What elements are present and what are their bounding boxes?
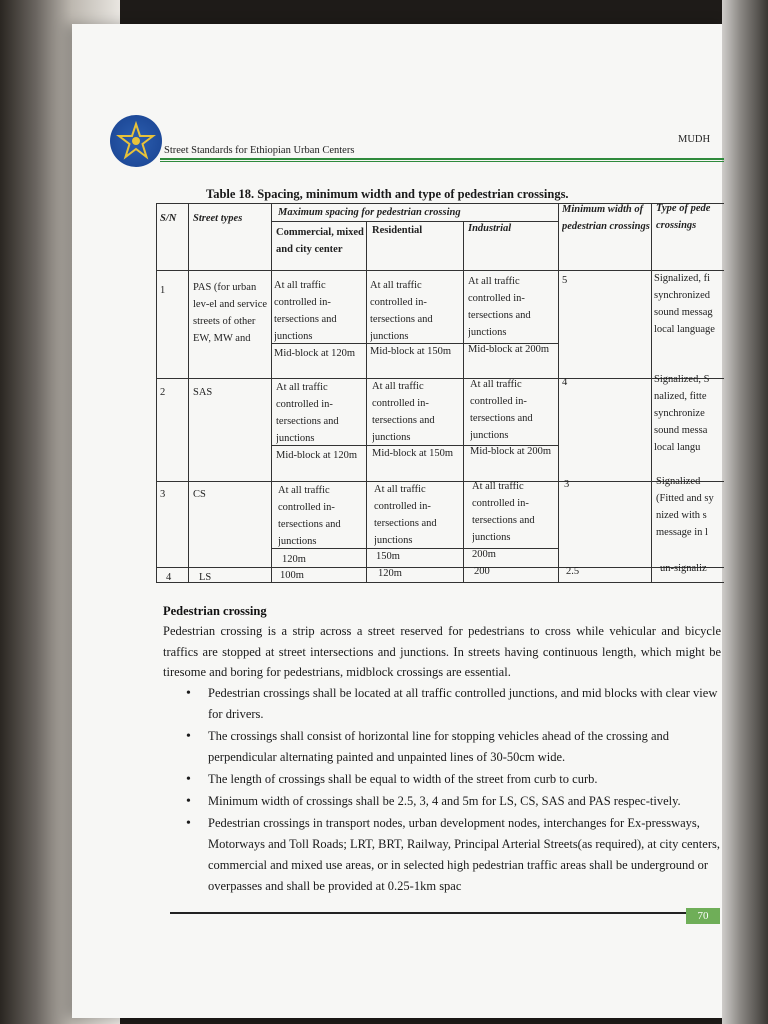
table-col-rule [366, 221, 367, 583]
row3-type: Signalized (Fitted and sy nized with s message in l [656, 476, 714, 538]
table-col-rule [271, 203, 272, 583]
header-rule-thin [160, 161, 724, 162]
ethiopian-emblem-icon [110, 115, 162, 167]
header-min-width: Minimum width of pedestrian crossings [562, 204, 650, 232]
row1-commercial-b: Mid-block at 120m [274, 348, 356, 359]
row1-industrial-a: At all traffic controlled in-tersections and junctions [468, 276, 531, 338]
header-street-types: Street types [193, 213, 243, 224]
row3-industrial-a: At all traffic controlled in-tersections and junctions [472, 481, 535, 543]
page-number: 70 [686, 908, 720, 924]
row1-residential-a: At all traffic controlled in-tersections and junctions [370, 280, 433, 342]
row4-commercial: 100m [280, 570, 304, 581]
row1-sn: 1 [160, 285, 166, 296]
list-item: • The crossings shall consist of horizontal line for stopping vehicles ahead of the crossing and perpendicular alternating painted and unpainted lines of 30-50cm wide. [186, 726, 722, 768]
row4-industrial: 200 [474, 566, 490, 577]
table-caption: Table 18. Spacing, minimum width and type of pedestrian crossings. [206, 187, 569, 201]
bullet-list [186, 683, 722, 898]
header-org: MUDH [678, 134, 711, 145]
row4-sn: 4 [166, 572, 172, 583]
header-industrial: Industrial [468, 223, 512, 234]
row3-width: 3 [564, 479, 570, 490]
header-rule [160, 158, 724, 160]
row3-sn: 3 [160, 489, 166, 500]
list-item: • Pedestrian crossings in transport nodes, urban development nodes, interchanges for Ex-pressways, Motorways and Toll Roads; LRT, BRT, Railway, Principal Arterial Streets(as required), at city centers, commercial and mixed use areas, or in selected high pedestrian traffic areas shall be underground or overpasses and shall be provided at 0.25-1km spac [186, 813, 722, 897]
section-heading: Pedestrian crossing [163, 604, 267, 618]
header-commercial: Commercial, mixed and city center [276, 227, 364, 255]
row4-type: un-signaliz [660, 563, 707, 574]
page-edge-shadow [722, 0, 768, 1024]
row4-street: LS [199, 572, 212, 583]
row2-commercial-b: Mid-block at 120m [276, 450, 358, 461]
row2-street: SAS [193, 387, 213, 398]
row4-width: 2.5 [566, 566, 580, 577]
row2-commercial-a: At all traffic controlled in-tersections and junctions [276, 382, 339, 444]
row4-residential: 120m [378, 568, 402, 579]
row2-residential-a: At all traffic controlled in-tersections and junctions [372, 381, 435, 443]
row1-width: 5 [562, 275, 568, 286]
row1-residential-b: Mid-block at 150m [370, 346, 452, 357]
section-paragraph: Pedestrian crossing is a strip across a street reserved for pedestrians to cross while vehicular and bicycle traffics are stopped at street intersections and junctions. In streets having continuous length, which might be tiresome and boring for pedestrians, midblock crossings are essential. [163, 624, 721, 679]
list-item: • Minimum width of crossings shall be 2.5, 3, 4 and 5m for LS, CS, SAS and PAS respec-tively. [186, 791, 722, 812]
row1-type: Signalized, fi synchronized sound messag local language [654, 273, 715, 335]
row3-street: CS [193, 489, 206, 500]
row2-industrial-a: At all traffic controlled in-tersections and junctions [470, 379, 533, 441]
header-sn: S/N [160, 213, 177, 224]
row2-industrial-b: Mid-block at 200m [470, 446, 552, 457]
table-col-rule [463, 221, 464, 583]
table-border-left [156, 203, 157, 583]
row1-commercial-a: At all traffic controlled in-tersections and junctions [274, 280, 337, 342]
row2-type: Signalized, S nalized, fitte synchronize sound messa local langu [654, 374, 710, 453]
row3-residential-b: 150m [376, 551, 400, 562]
row2-sn: 2 [160, 387, 166, 398]
header-max-spacing: Maximum spacing for pedestrian crossing [278, 207, 461, 218]
header-title: Street Standards for Ethiopian Urban Centers [164, 145, 355, 156]
table-col-rule [651, 203, 652, 583]
table-header-rule [156, 270, 724, 271]
row1-street: PAS (for urban lev-el and service streets of other EW, MW and [193, 282, 268, 344]
header-residential: Residential [372, 225, 423, 236]
row1-industrial-b: Mid-block at 200m [468, 344, 550, 355]
row2-width: 4 [562, 377, 568, 388]
row3-industrial-b: 200m [472, 549, 496, 560]
row2-residential-b: Mid-block at 150m [372, 448, 454, 459]
list-item: • The length of crossings shall be equal to width of the street from curb to curb. [186, 769, 722, 790]
row3-residential-a: At all traffic controlled in-tersections and junctions [374, 484, 437, 546]
row3-commercial-b: 120m [282, 554, 306, 565]
list-item: • Pedestrian crossings shall be located at all traffic controlled junctions, and mid blocks with clear view for drivers. [186, 683, 722, 725]
table-col-rule [188, 203, 189, 583]
table-col-rule [558, 203, 559, 583]
row3-commercial-a: At all traffic controlled in-tersections and junctions [278, 485, 341, 547]
header-type: Type of pede crossings [656, 203, 711, 231]
footer-rule [170, 912, 720, 914]
